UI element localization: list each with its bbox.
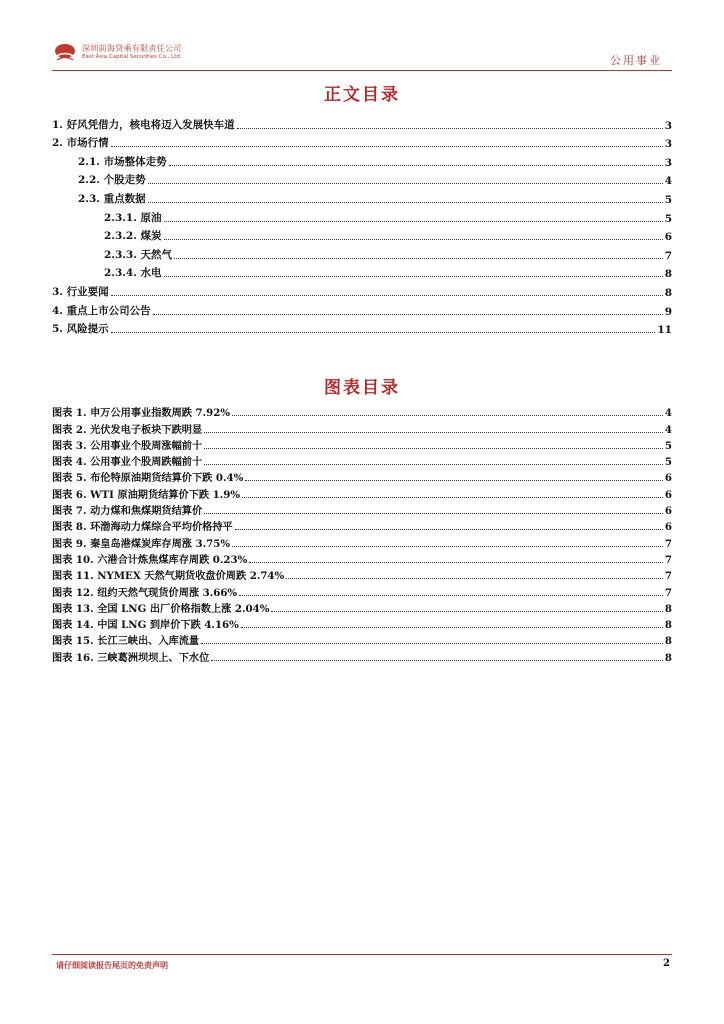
figure-entry-row[interactable] xyxy=(52,403,672,419)
sector-label: 公用事业 xyxy=(610,54,662,67)
figure-entry-page: 6 xyxy=(664,521,672,534)
figure-entry-row[interactable] xyxy=(52,615,672,631)
figure-entry-row[interactable] xyxy=(52,468,672,484)
toc-entry-label: 2.1. 市场整体走势 xyxy=(78,155,167,168)
figure-entry-row[interactable] xyxy=(52,452,672,468)
figure-entry-row[interactable] xyxy=(52,647,672,663)
footer-disclaimer: 请仔细阅读报告尾页的免责声明 xyxy=(56,961,168,970)
figure-entry-label: 图表 15. 长江三峡出、入库流量 xyxy=(52,635,200,648)
toc-entry-page: 11 xyxy=(657,324,672,337)
figure-entry-row[interactable] xyxy=(52,599,672,615)
toc-entry-label: 2.2. 个股走势 xyxy=(78,174,146,187)
figure-entry-page: 7 xyxy=(664,537,672,550)
dot-leader xyxy=(286,578,663,579)
figure-entry-label: 图表 5. 布伦特原油期货结算价下跌 0.4% xyxy=(52,472,244,485)
dot-leader xyxy=(169,165,663,166)
dot-leader xyxy=(148,202,663,203)
figure-entry-page: 5 xyxy=(664,456,672,469)
figure-entry-page: 4 xyxy=(664,423,672,436)
toc-entry-page: 3 xyxy=(664,119,672,132)
figure-entry-label: 图表 7. 动力煤和焦煤期货结算价 xyxy=(52,505,203,518)
dot-leader xyxy=(174,258,663,259)
dot-leader xyxy=(153,314,663,315)
toc-entry-page: 7 xyxy=(664,249,672,262)
header-divider xyxy=(52,70,672,71)
figure-entry-page: 8 xyxy=(664,635,672,648)
toc-entry-page: 5 xyxy=(664,193,672,206)
figure-entry-page: 7 xyxy=(664,586,672,599)
figure-entry-label: 图表 4. 公用事业个股周跌幅前十 xyxy=(52,456,203,469)
toc-entry-label: 1. 好风凭借力，核电将迈入发展快车道 xyxy=(52,118,235,131)
dot-leader xyxy=(204,448,663,449)
toc-title: 正文目录 xyxy=(324,85,400,105)
figure-entry-label: 图表 12. 纽约天然气现货价周涨 3.66% xyxy=(52,586,238,599)
toc-entry-row[interactable] xyxy=(52,299,672,318)
dot-leader xyxy=(164,239,663,240)
toc-entry-page: 8 xyxy=(664,286,672,299)
dot-leader xyxy=(245,480,663,481)
toc-entry-row[interactable] xyxy=(52,187,672,206)
figure-entry-row[interactable] xyxy=(52,517,672,533)
figure-entry-page: 7 xyxy=(664,570,672,583)
figure-entry-label: 图表 6. WTI 原油期货结算价下跌 1.9% xyxy=(52,488,241,501)
dot-leader xyxy=(239,595,663,596)
toc-entry-page: 3 xyxy=(664,138,672,151)
dot-leader xyxy=(164,276,663,277)
toc-entry-row[interactable] xyxy=(52,243,672,262)
footer-divider xyxy=(52,954,672,955)
toc-entry-label: 2.3.2. 煤炭 xyxy=(104,230,162,243)
figure-entry-page: 8 xyxy=(664,602,672,615)
toc-entry-page: 4 xyxy=(664,175,672,188)
toc-entry-label: 5. 风险提示 xyxy=(52,323,109,336)
toc-entry-row[interactable] xyxy=(52,206,672,225)
figure-entry-label: 图表 14. 中国 LNG 到岸价下跌 4.16% xyxy=(52,619,239,632)
figure-entry-page: 6 xyxy=(664,472,672,485)
dot-leader xyxy=(111,146,663,147)
figure-entry-row[interactable] xyxy=(52,501,672,517)
toc-entry-label: 2.3.1. 原油 xyxy=(104,211,162,224)
dot-leader xyxy=(241,627,663,628)
toc-entry-row[interactable] xyxy=(52,132,672,151)
figure-entry-label: 图表 2. 光伏发电子板块下跌明显 xyxy=(52,423,203,436)
page-header xyxy=(52,40,672,70)
dot-leader xyxy=(204,464,663,465)
toc-entry-label: 2.3. 重点数据 xyxy=(78,192,146,205)
figures-title: 图表目录 xyxy=(324,378,400,398)
dot-leader xyxy=(211,660,663,661)
dot-leader xyxy=(249,562,663,563)
toc-entry-page: 3 xyxy=(664,156,672,169)
company-logo-icon xyxy=(52,42,78,64)
dot-leader xyxy=(232,546,663,547)
dot-leader xyxy=(235,529,663,530)
dot-leader xyxy=(204,432,663,433)
dot-leader xyxy=(164,221,663,222)
dot-leader xyxy=(111,295,663,296)
toc-entry-label: 2.3.4. 水电 xyxy=(104,267,162,280)
figure-entry-label: 图表 13. 全国 LNG 出厂价格指数上涨 2.04% xyxy=(52,602,270,615)
figure-entry-label: 图表 11. NYMEX 天然气期货收盘价周跌 2.74% xyxy=(52,570,285,583)
toc-entry-row[interactable] xyxy=(52,150,672,169)
dot-leader xyxy=(271,611,663,612)
toc-entry-row[interactable] xyxy=(52,280,672,299)
figure-entry-page: 6 xyxy=(664,488,672,501)
figure-entry-row[interactable] xyxy=(52,419,672,435)
dot-leader xyxy=(111,332,656,333)
toc-entry-row[interactable] xyxy=(52,113,672,132)
page-number: 2 xyxy=(663,958,670,969)
figure-entry-label: 图表 9. 秦皇岛港煤炭库存周涨 3.75% xyxy=(52,537,231,550)
figure-entry-row[interactable] xyxy=(52,533,672,549)
figure-entry-label: 图表 8. 环渤海动力煤综合平均价格持平 xyxy=(52,521,233,534)
toc-entry-page: 5 xyxy=(664,212,672,225)
figure-entry-page: 8 xyxy=(664,651,672,664)
company-name-cn: 深圳前海贤乘有限责任公司 xyxy=(82,44,182,53)
toc-entry-page: 6 xyxy=(664,231,672,244)
figure-entry-page: 6 xyxy=(664,505,672,518)
toc-list xyxy=(52,113,672,336)
figure-entry-row[interactable] xyxy=(52,582,672,598)
figure-entry-label: 图表 10. 六港合计炼焦煤库存周跌 0.23% xyxy=(52,553,248,566)
dot-leader xyxy=(237,128,663,129)
dot-leader xyxy=(148,183,663,184)
figure-entry-label: 图表 3. 公用事业个股周涨幅前十 xyxy=(52,439,203,452)
figure-entry-row[interactable] xyxy=(52,631,672,647)
company-name-en: East Asia Capital Securities Co., Ltd. xyxy=(82,54,182,60)
toc-entry-row[interactable] xyxy=(52,262,672,281)
figure-entry-page: 8 xyxy=(664,619,672,632)
dot-leader xyxy=(232,415,663,416)
toc-entry-label: 2. 市场行情 xyxy=(52,137,109,150)
toc-entry-page: 9 xyxy=(664,305,672,318)
figure-entry-label: 图表 1. 申万公用事业指数周跌 7.92% xyxy=(52,407,231,420)
toc-entry-label: 3. 行业要闻 xyxy=(52,285,109,298)
figure-entry-row[interactable] xyxy=(52,566,672,582)
figure-entry-page: 5 xyxy=(664,439,672,452)
dot-leader xyxy=(204,513,663,514)
toc-entry-page: 8 xyxy=(664,268,672,281)
dot-leader xyxy=(242,497,663,498)
figures-list xyxy=(52,403,672,664)
toc-entry-label: 4. 重点上市公司公告 xyxy=(52,304,151,317)
toc-entry-row[interactable] xyxy=(52,318,672,337)
figure-entry-label: 图表 16. 三峡葛洲坝坝上、下水位 xyxy=(52,651,210,664)
toc-entry-label: 2.3.3. 天然气 xyxy=(104,248,173,261)
toc-entry-row[interactable] xyxy=(52,169,672,188)
dot-leader xyxy=(201,643,663,644)
figure-entry-row[interactable] xyxy=(52,436,672,452)
toc-entry-row[interactable] xyxy=(52,225,672,244)
figure-entry-page: 4 xyxy=(664,407,672,420)
figure-entry-row[interactable] xyxy=(52,550,672,566)
figure-entry-row[interactable] xyxy=(52,484,672,500)
figure-entry-page: 7 xyxy=(664,553,672,566)
